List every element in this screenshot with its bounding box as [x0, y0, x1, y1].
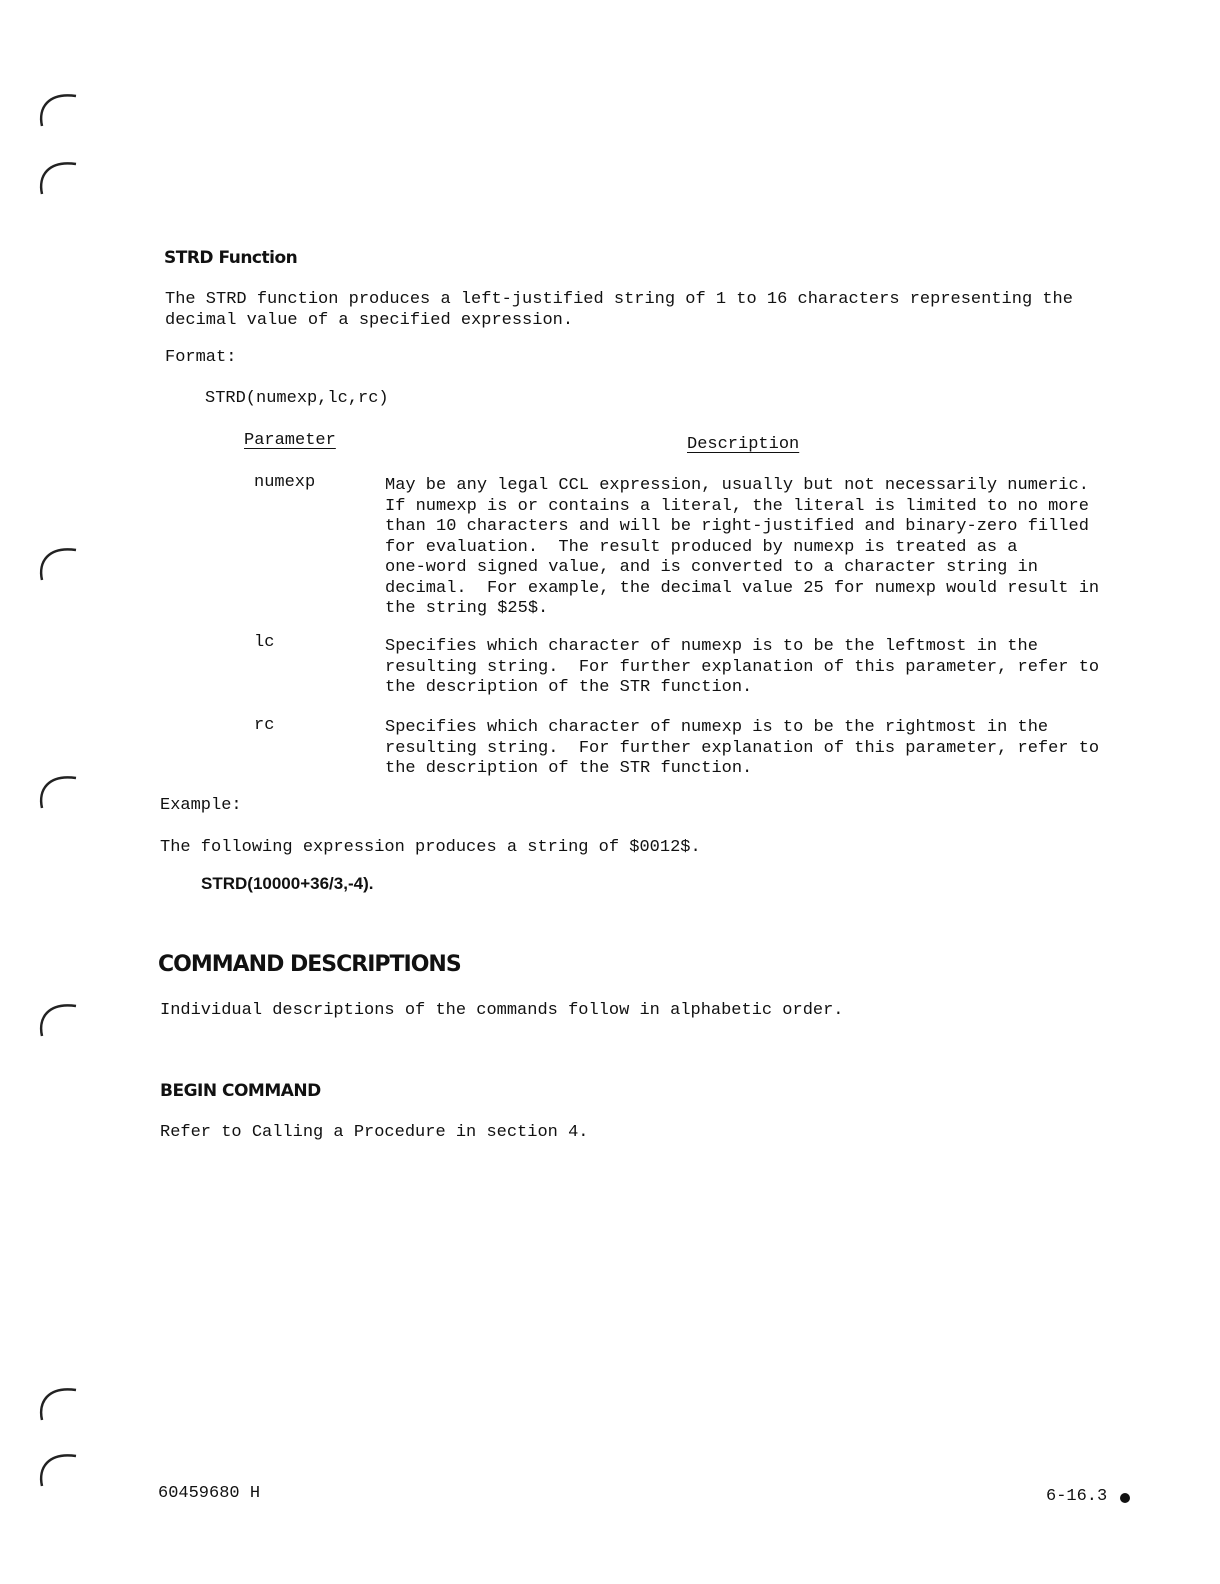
param-name-numexp: numexp [254, 473, 316, 492]
strd-heading: STRD Function [164, 248, 298, 268]
binder-hole-icon [34, 1446, 82, 1490]
description-column-header: Description [687, 435, 800, 454]
bullet-icon [1120, 1493, 1130, 1503]
binder-hole-icon [34, 154, 82, 198]
format-syntax: STRD(numexp,lc,rc) [205, 389, 389, 408]
binder-hole-icon [34, 996, 82, 1040]
binder-hole-icon [34, 1380, 82, 1424]
page-number: 6-16.3 [1046, 1487, 1108, 1506]
begin-command-heading: BEGIN COMMAND [160, 1081, 321, 1101]
begin-command-text: Refer to Calling a Procedure in section 4. [160, 1123, 589, 1142]
parameter-column-header: Parameter [244, 431, 336, 450]
param-desc-rc: Specifies which character of numexp is to be the rightmost in the resulting string. For further explanation of this parameter, refer to the description of the STR function. [385, 718, 1100, 778]
param-desc-lc: Specifies which character of numexp is to be the leftmost in the resulting string. For further explanation of this parameter, refer to the description of the STR function. [385, 637, 1100, 697]
example-label: Example: [160, 796, 242, 815]
format-label: Format: [165, 348, 237, 367]
binder-hole-icon [34, 540, 82, 584]
example-code: STRD(10000+36/3,-4). [201, 874, 374, 893]
param-name-rc: rc [254, 716, 275, 735]
param-name-lc: lc [254, 633, 275, 652]
command-descriptions-text: Individual descriptions of the commands follow in alphabetic order. [160, 1001, 844, 1020]
command-descriptions-heading: COMMAND DESCRIPTIONS [158, 952, 461, 977]
document-number: 60459680 H [158, 1484, 261, 1503]
param-desc-numexp: May be any legal CCL expression, usually but not necessarily numeric. If numexp is or contains a literal, the literal is limited to no more than 10 characters and will be right-justified and binary-zero filled for evaluation. The result produced by numexp is treated as a one-word signed value, and is converted to a character string in decimal. For example, the decimal value 25 for numexp would result in the string $25$. [385, 476, 1100, 618]
example-text: The following expression produces a string of $0012$. [160, 838, 701, 857]
binder-hole-icon [34, 86, 82, 130]
strd-intro: The STRD function produces a left-justified string of 1 to 16 characters representing the decimal value of a specified expression. [165, 290, 1073, 330]
binder-hole-icon [34, 768, 82, 812]
